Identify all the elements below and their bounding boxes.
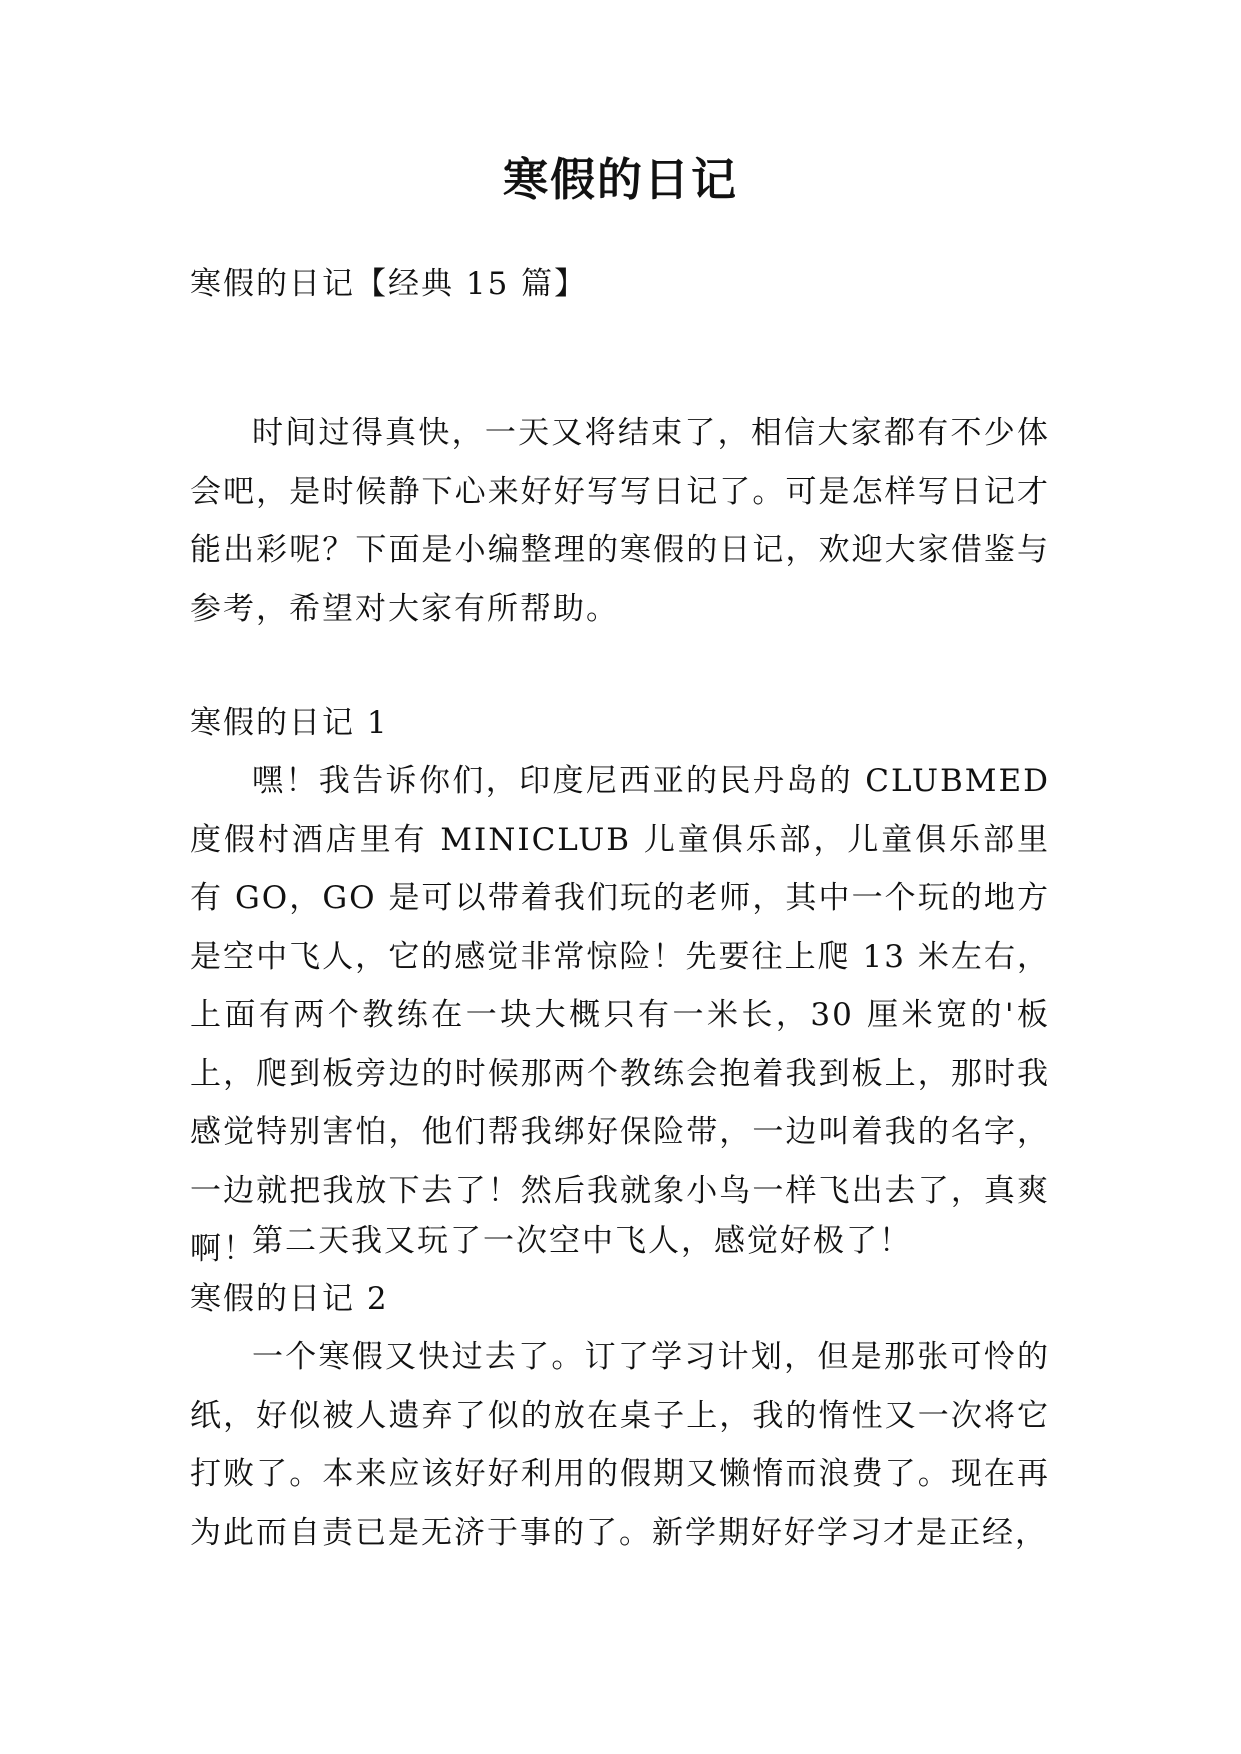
entry-1-paragraph-1: 嘿！我告诉你们，印度尼西亚的民丹岛的 CLUBMED 度假村酒店里有 MINICLUB 儿童俱乐部，儿童俱乐部里有 GO，GO 是可以带着我们玩的老师，其中一个玩的地方是空中飞人，它的感觉非常惊险！先要往上爬 13 米左右，上面有两个教练在一块大概只有一米长，30 厘米宽的'板上，爬到板旁边的时候那两个教练会抱着我到板上，那时我感觉特别害怕，他们帮我绑好保险带，一边叫着我的名字，一边就把我放下去了！然后我就象小鸟一样飞出去了，真爽啊！ (190, 763, 1050, 1267)
document-subtitle: 寒假的日记【经典 15 篇】 (190, 266, 588, 302)
document-title: 寒假的日记 (502, 153, 738, 206)
entry-heading-1: 寒假的日记 1 (190, 705, 389, 741)
entry-1-paragraph-2: 第二天我又玩了一次空中飞人，感觉好极了！ (252, 1223, 912, 1259)
entry-2-paragraph-1: 一个寒假又快过去了。订了学习计划，但是那张可怜的纸，好似被人遗弃了似的放在桌子上，我的惰性又一次将它打败了。本来应该好好利用的假期又懒惰而浪费了。现在再为此而自责已是无济于事的了。新学期好好学习才是正经， (190, 1339, 1050, 1551)
intro-paragraph: 时间过得真快，一天又将结束了，相信大家都有不少体会吧，是时候静下心来好好写写日记了。可是怎样写日记才能出彩呢？下面是小编整理的寒假的日记，欢迎大家借鉴与参考，希望对大家有所帮助。 (190, 415, 1050, 627)
entry-heading-2: 寒假的日记 2 (190, 1281, 389, 1317)
